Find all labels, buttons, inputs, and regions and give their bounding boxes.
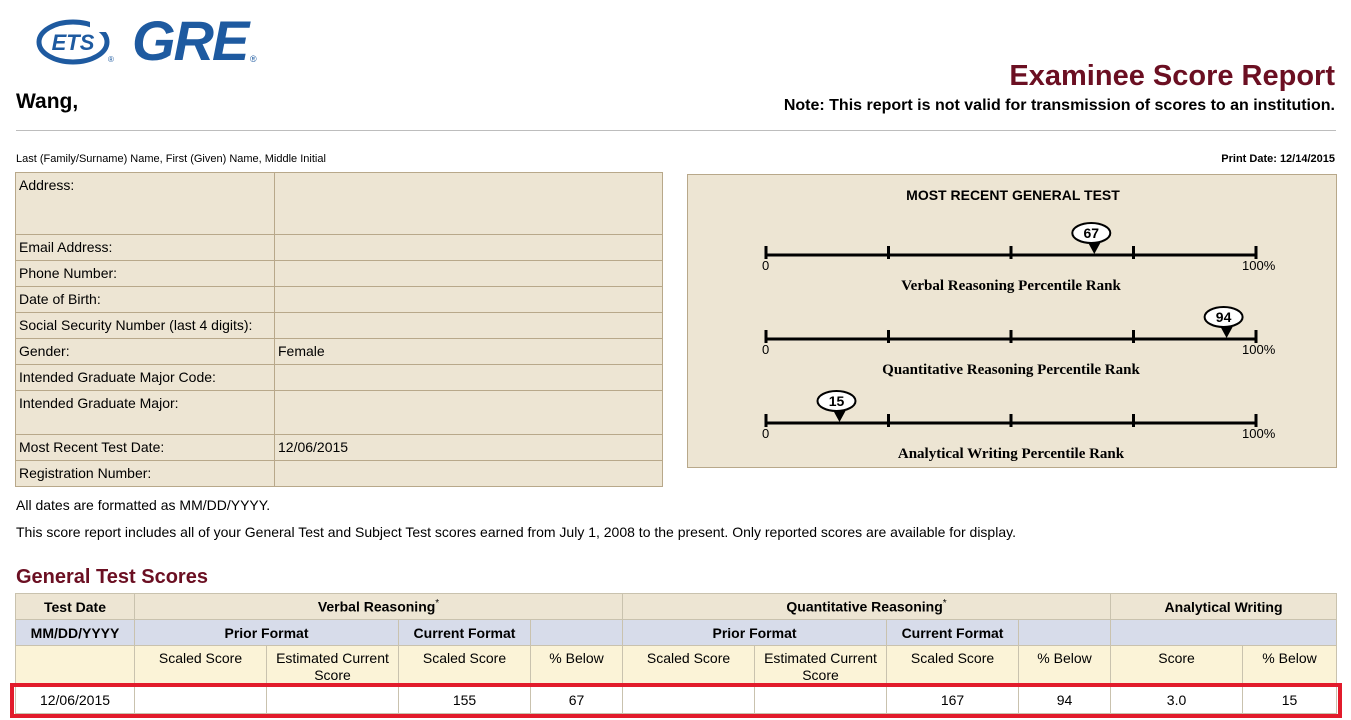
info-value: 12/06/2015 [275,435,663,461]
col-verbal-blank [531,620,623,646]
cell-test-date: 12/06/2015 [16,686,135,714]
percentile-marker-pointer [834,411,846,422]
scale-min-label: 0 [762,258,770,273]
col-quant-pct-below: % Below [1019,646,1111,686]
scale-max-label: 100% [1242,342,1276,357]
info-value [275,365,663,391]
percentile-marker-value: 94 [1215,309,1232,325]
col-quant-blank [1019,620,1111,646]
col-writing-pct-below: % Below [1243,646,1337,686]
report-includes-note: This score report includes all of your General Test and Subject Test scores earned from July 1, 2008 to the present. Only reported scores are available for display. [16,524,1016,540]
general-test-scores-table [15,593,1337,714]
cell-quant-prior-estimated [755,686,887,714]
info-value [275,391,663,435]
info-label: Registration Number: [16,461,275,487]
scale-max-label: 100% [1242,258,1276,273]
info-value [275,173,663,235]
percentile-rank-label: Quantitative Reasoning Percentile Rank [882,362,1140,378]
info-label: Intended Graduate Major Code: [16,365,275,391]
info-value [275,261,663,287]
info-label: Intended Graduate Major: [16,391,275,435]
col-writing-score: Score [1111,646,1243,686]
cell-writing-score: 3.0 [1111,686,1243,714]
cell-quant-prior-scaled [623,686,755,714]
name-caption: Last (Family/Surname) Name, First (Given) Name, Middle Initial [16,153,326,165]
info-label: Address: [16,173,275,235]
ets-logo-text: ETS [51,30,95,55]
info-row-registration [16,461,663,487]
info-row-gender [16,339,663,365]
col-test-date: Test Date [16,594,135,620]
percentile-panel-title: MOST RECENT GENERAL TEST [906,187,1120,203]
dates-note: All dates are formatted as MM/DD/YYYY. [16,497,271,513]
info-row-major-code [16,365,663,391]
col-verbal-prior-format: Prior Format [135,620,399,646]
scale-min-label: 0 [762,342,770,357]
info-label: Social Security Number (last 4 digits): [16,313,275,339]
info-label: Email Address: [16,235,275,261]
scale-max-label: 100% [1242,426,1276,441]
info-value [275,461,663,487]
print-date: Print Date: 12/14/2015 [1221,153,1335,165]
col-verbal-prior-estimated: Estimated Current Score [267,646,399,686]
cell-verbal-prior-scaled [135,686,267,714]
gre-registered-mark: ® [250,54,257,64]
scale-min-label: 0 [762,426,770,441]
report-note: Note: This report is not valid for transmission of scores to an institution. [783,97,1335,114]
info-label: Most Recent Test Date: [16,435,275,461]
info-value [275,235,663,261]
col-date-format: MM/DD/YYYY [16,620,135,646]
svg-text:®: ® [108,55,114,64]
col-quant-current-scaled: Scaled Score [887,646,1019,686]
percentile-rank-label: Analytical Writing Percentile Rank [897,446,1125,462]
info-row-major [16,391,663,435]
report-title: Examinee Score Report [1009,60,1335,92]
info-value: Female [275,339,663,365]
cell-quant-pct-below: 94 [1019,686,1111,714]
cell-verbal-prior-estimated [267,686,399,714]
info-row-dob [16,287,663,313]
scores-column-labels-row [16,646,1337,686]
percentile-scales [688,175,1338,469]
info-row-test-date [16,435,663,461]
scores-header-row [16,594,1337,620]
examinee-info-table [15,172,663,487]
info-value [275,313,663,339]
col-writing-blank [1111,620,1337,646]
col-quant-prior-format: Prior Format [623,620,887,646]
percentile-marker-value: 67 [1083,225,1100,241]
header-divider [16,130,1336,131]
examinee-name: Wang, [16,90,79,113]
general-test-scores-title: General Test Scores [16,566,208,588]
col-quant-prior-scaled: Scaled Score [623,646,755,686]
info-label: Gender: [16,339,275,365]
ets-logo-icon [36,16,114,66]
col-blank [16,646,135,686]
info-row-phone [16,261,663,287]
info-row-email [16,235,663,261]
col-verbal-current-scaled: Scaled Score [399,646,531,686]
percentile-panel [687,174,1337,468]
cell-quant-current-scaled: 167 [887,686,1019,714]
scores-subheader-row [16,620,1337,646]
gre-logo: GRE [132,9,248,72]
percentile-marker-pointer [1221,327,1233,338]
col-verbal-prior-scaled: Scaled Score [135,646,267,686]
percentile-marker-pointer [1088,243,1100,254]
info-label: Date of Birth: [16,287,275,313]
col-quant-prior-estimated: Estimated Current Score [755,646,887,686]
info-row-ssn [16,313,663,339]
cell-verbal-pct-below: 67 [531,686,623,714]
cell-verbal-current-scaled: 155 [399,686,531,714]
col-verbal-pct-below: % Below [531,646,623,686]
info-label: Phone Number: [16,261,275,287]
cell-writing-pct-below: 15 [1243,686,1337,714]
col-quantitative-reasoning: Quantitative Reasoning* [623,594,1111,620]
table-row [16,686,1337,714]
col-analytical-writing: Analytical Writing [1111,594,1337,620]
info-value [275,287,663,313]
info-row-address [16,173,663,235]
col-verbal-reasoning: Verbal Reasoning* [135,594,623,620]
col-quant-current-format: Current Format [887,620,1019,646]
percentile-rank-label: Verbal Reasoning Percentile Rank [901,278,1121,294]
col-verbal-current-format: Current Format [399,620,531,646]
percentile-marker-value: 15 [828,393,845,409]
